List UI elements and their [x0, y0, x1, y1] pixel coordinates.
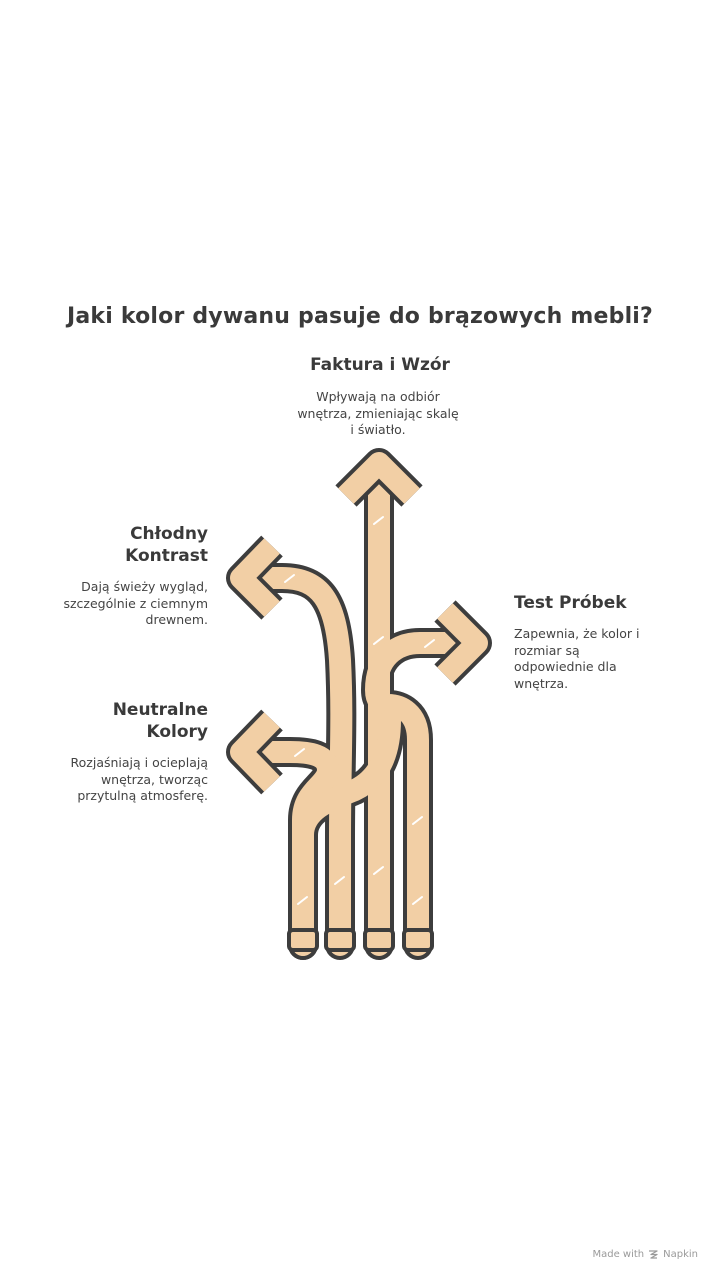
arrow-base-1	[289, 930, 317, 950]
arrow-base-4	[404, 930, 432, 950]
arrow-base-3	[365, 930, 393, 950]
heading-chlodny-kontrast: Chłodny Kontrast	[125, 524, 208, 566]
watermark-brand: Napkin	[663, 1249, 698, 1260]
made-with-napkin-watermark	[592, 1249, 698, 1260]
description-faktura-i-wzor: Wpływają na odbiór wnętrza, zmieniając skalę i światło.	[297, 389, 459, 437]
napkin-logo-icon	[648, 1249, 659, 1260]
page-title: Jaki kolor dywanu pasuje do brązowych mebli?	[66, 304, 654, 329]
watermark-prefix: Made with	[592, 1249, 645, 1260]
heading-test-probek: Test Próbek	[514, 593, 627, 613]
heading-neutralne-kolory: Neutralne Kolory	[112, 700, 208, 742]
description-neutralne-kolory: Rozjaśniają i ocieplają wnętrza, tworząc przytulną atmosferę.	[70, 755, 208, 803]
description-test-probek: Zapewnia, że kolor i rozmiar są odpowiednie dla wnętrza.	[514, 626, 640, 691]
description-chlodny-kontrast: Dają świeży wygląd, szczególnie z ciemnym drewnem.	[63, 579, 208, 627]
arrow-base-2	[326, 930, 354, 950]
heading-faktura-i-wzor: Faktura i Wzór	[310, 355, 450, 375]
